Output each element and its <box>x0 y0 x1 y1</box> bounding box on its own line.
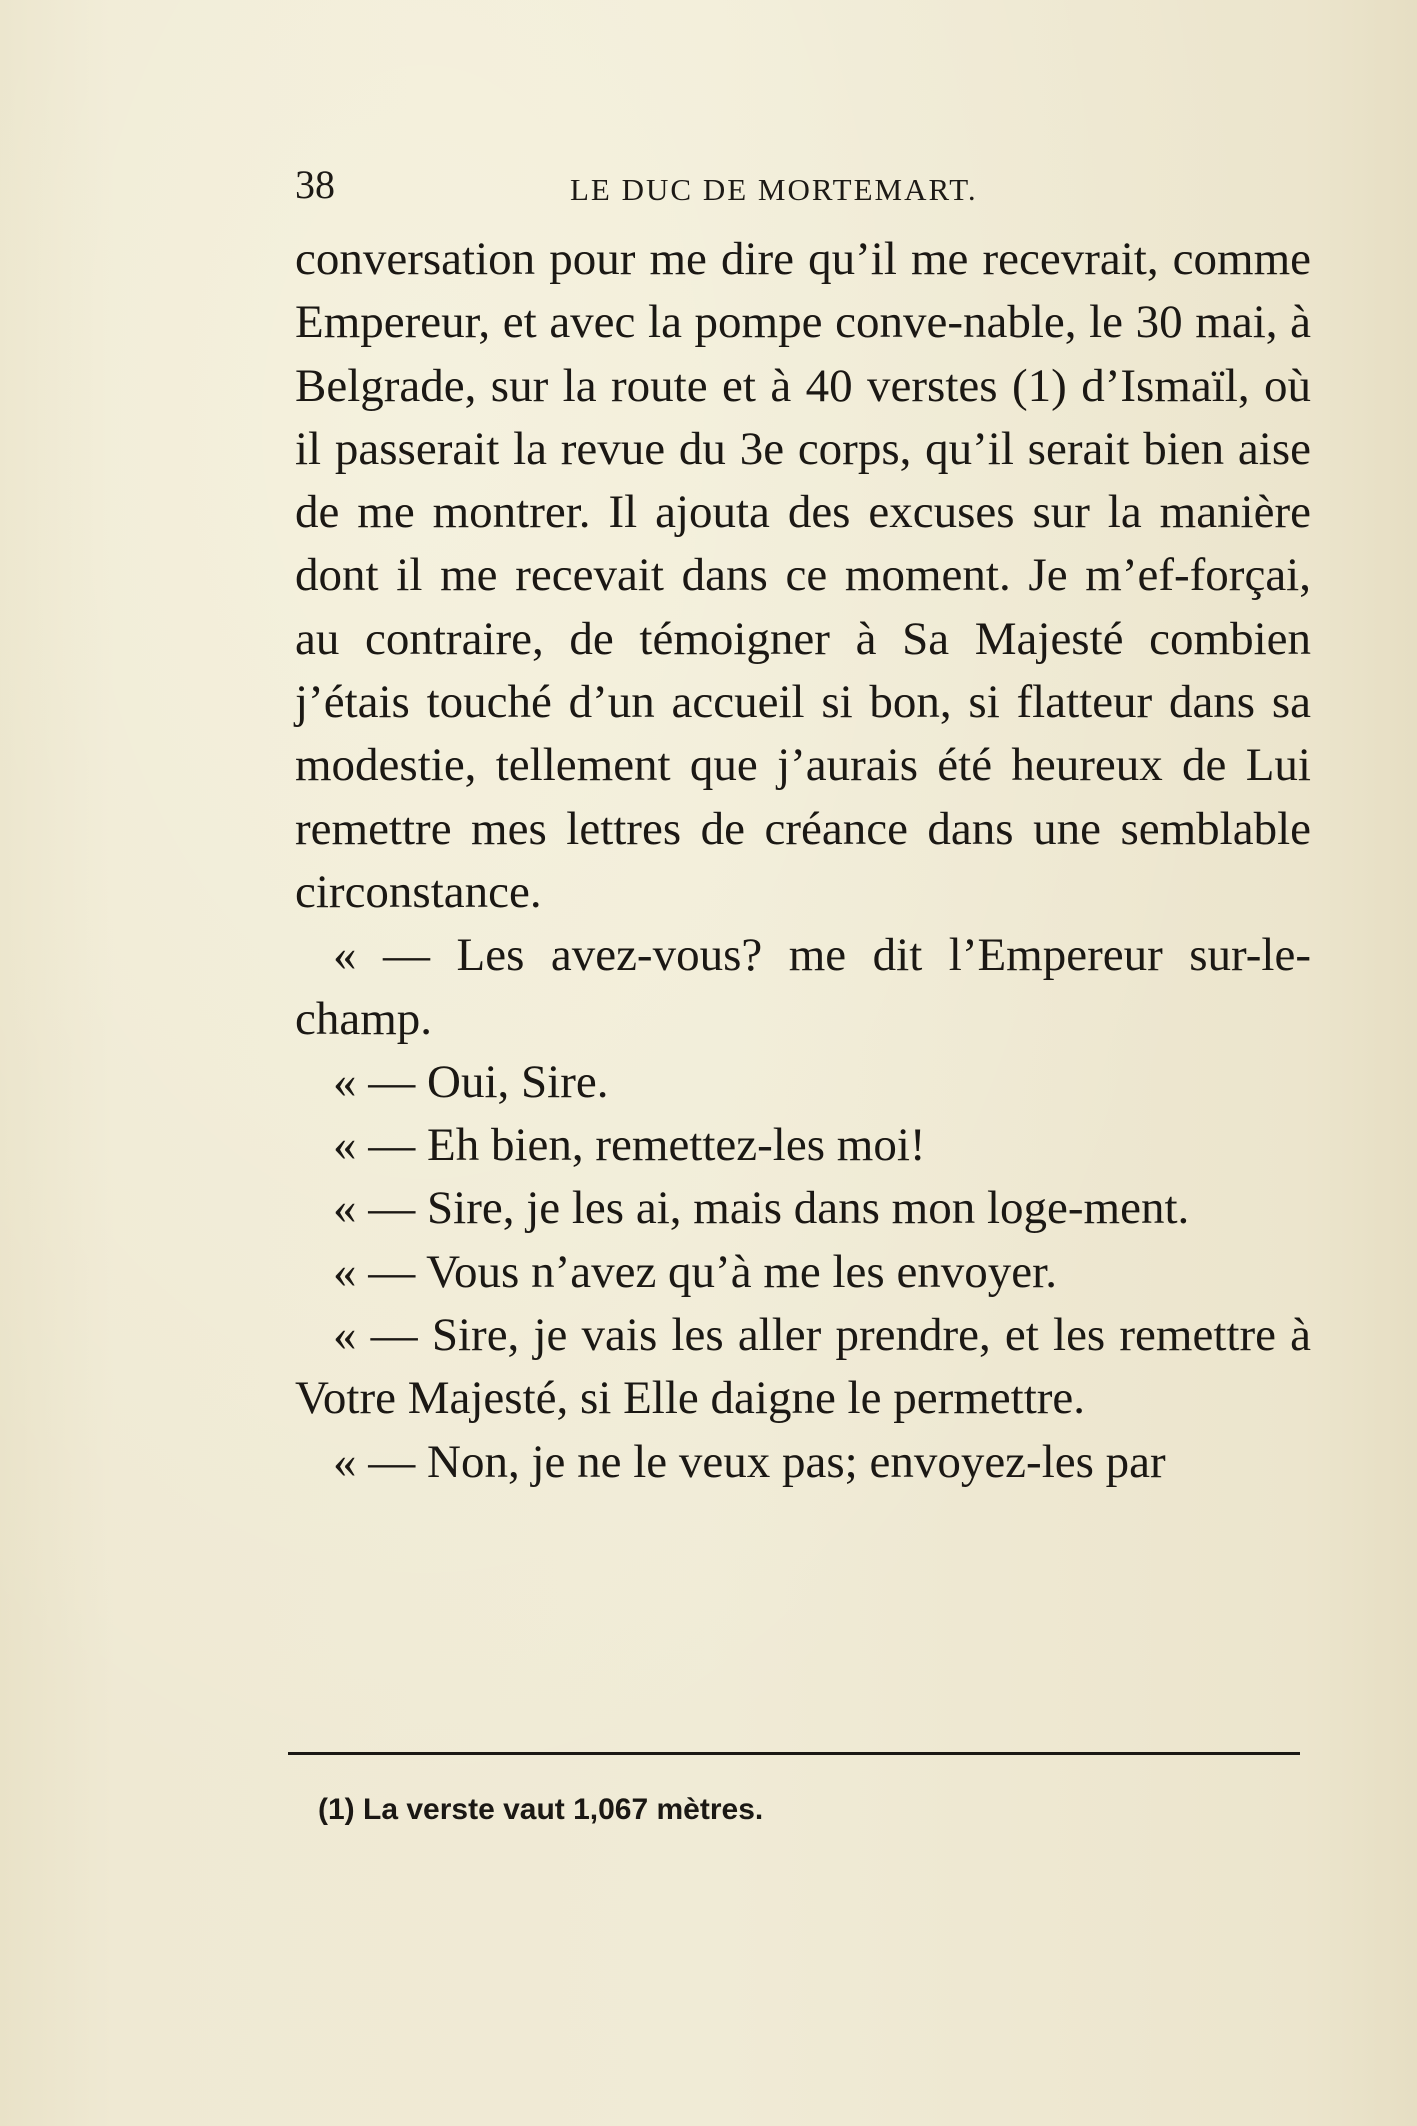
paragraph-narrative: conversation pour me dire qu’il me recevrait, comme Empereur, et avec la pompe conve-nable, le 30 mai, à Belgrade, sur la route et à 40 verstes (1) d’Ismaïl, où il passerait la revue du 3e corps, qu’il serait bien aise de me montrer. Il ajouta des excuses sur la manière dont il me recevait dans ce moment. Je m’ef-forçai, au contraire, de témoigner à Sa Majesté combien j’étais touché d’un accueil si bon, si flatteur dans sa modestie, tellement que j’aurais été heureux de Lui remettre mes lettres de créance dans une semblable circonstance. <box>295 233 1311 918</box>
dialogue-line: « — Les avez-vous? me dit l’Empereur sur-le-champ. <box>295 929 1311 1045</box>
dialogue-line: « — Oui, Sire. <box>333 1055 609 1108</box>
page-number: 38 <box>295 162 335 207</box>
running-head <box>295 160 1305 220</box>
body-text <box>295 228 1311 1494</box>
dialogue-line: « — Non, je ne le veux pas; envoyez-les par <box>333 1435 1166 1488</box>
dialogue-line: « — Sire, je vais les aller prendre, et les remettre à Votre Majesté, si Elle daigne le permettre. <box>295 1309 1311 1425</box>
running-title: LE DUC DE MORTEMART. <box>570 172 978 207</box>
dialogue-line: « — Vous n’avez qu’à me les envoyer. <box>333 1245 1057 1298</box>
footnote-divider <box>288 1752 1300 1755</box>
dialogue-line: « — Eh bien, remettez-les moi! <box>333 1119 926 1172</box>
dialogue-line: « — Sire, je les ai, mais dans mon loge-ment. <box>333 1182 1190 1235</box>
footnote: (1) La verste vaut 1,067 mètres. <box>318 1793 764 1826</box>
